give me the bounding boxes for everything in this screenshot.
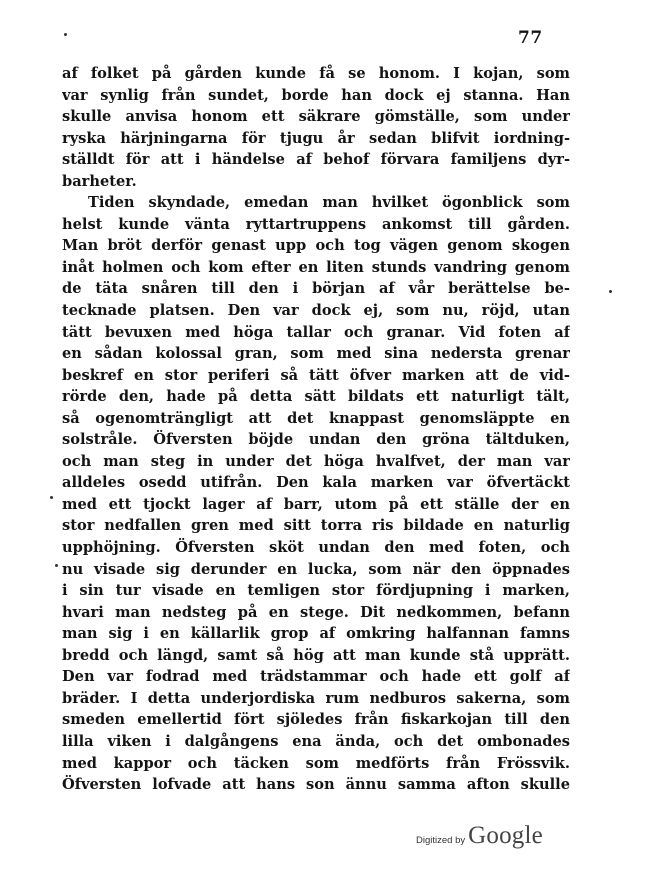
text-line: var synlig från sundet, borde han dock ej stanna. Han [62,86,570,104]
text-line: ställdt för att i händelse af behof förvara familjens dyr- [62,151,570,169]
text-line: Tiden skyndade, emedan man hvilket ögonblick som [88,194,570,212]
google-wordmark: Google [468,822,543,849]
text-line: Man bröt derför genast upp och tog vägen genom skogen [62,237,570,255]
text-line: och man steg in under det höga hvalfvet, der man var [62,452,570,470]
text-line: solstråle. Öfversten böjde undan den gröna tältduken, [62,431,570,449]
text-line: stor nedfallen gren med sitt torra ris bildade en naturlig [62,517,570,535]
text-line: bredd och längd, samt så hög att man kunde stå upprätt. [62,646,570,664]
text-line: af folket på gården kunde få se honom. I kojan, som [62,65,570,82]
scan-speck [55,564,58,567]
text-line: skulle anvisa honom ett säkrare gömställe, som under [62,108,570,126]
text-line: tätt bevuxen med höga tallar och granar. Vid foten af [62,323,570,341]
text-line: bräder. I detta underjordiska rum nedburos sakerna, som [62,689,570,707]
text-line: de täta snåren till den i början af vår berättelse be- [62,280,570,298]
scan-speck [609,290,612,293]
text-line: beskref en stor periferi så tätt öfver marken att de vid- [62,366,570,384]
text-line: i sin tur visade en temligen stor fördjupning i marken, [62,582,570,600]
text-line: helst kunde vänta ryttartruppens ankomst till gården. [62,215,570,233]
body-text [62,63,570,796]
text-line: Öfversten lofvade att hans son ännu samma afton skulle [62,776,570,794]
page-number: 77 [518,28,543,48]
digitized-by-watermark [416,822,543,852]
text-line: nu visade sig derunder en lucka, som när den öppnades [62,560,570,578]
text-line: hvari man nedsteg på en stege. Dit nedkommen, befann [62,603,570,621]
text-line: upphöjning. Öfversten sköt undan den med foten, och [62,539,570,557]
text-line: tecknade platsen. Den var dock ej, som nu, röjd, utan [62,302,570,320]
text-line: med ett tjockt lager af barr, utom på ett ställe der en [62,495,570,513]
text-line: inåt holmen och kom efter en liten stunds vandring genom [62,258,570,276]
text-line: rörde den, hade på detta sätt bildats ett naturligt tält, [62,388,570,406]
text-line: så ogenomträngligt att det knappast genomsläppte en [62,409,570,427]
text-line: barheter. [62,172,137,190]
text-line: lilla viken i dalgångens ena ända, och det ombonades [62,732,570,750]
text-line: Den var fodrad med trädstammar och hade ett golf af [62,668,570,686]
text-line: med kappor och täcken som medförts från Frössvik. [62,754,570,772]
scan-speck [64,33,67,36]
text-line: ryska härjningarna för tjugu år sedan blifvit iordning- [62,129,570,147]
scan-speck [50,496,53,499]
text-line: smeden emellertid fört sjöledes från fiskarkojan till den [62,711,570,729]
text-line: man sig i en källarlik grop af omkring halfannan famns [62,625,570,643]
text-line: alldeles osedd utifrån. Den kala marken var öfvertäckt [62,474,570,492]
digitized-label: Digitized by [416,835,466,846]
text-line: en sådan kolossal gran, som med sina nedersta grenar [62,345,570,363]
